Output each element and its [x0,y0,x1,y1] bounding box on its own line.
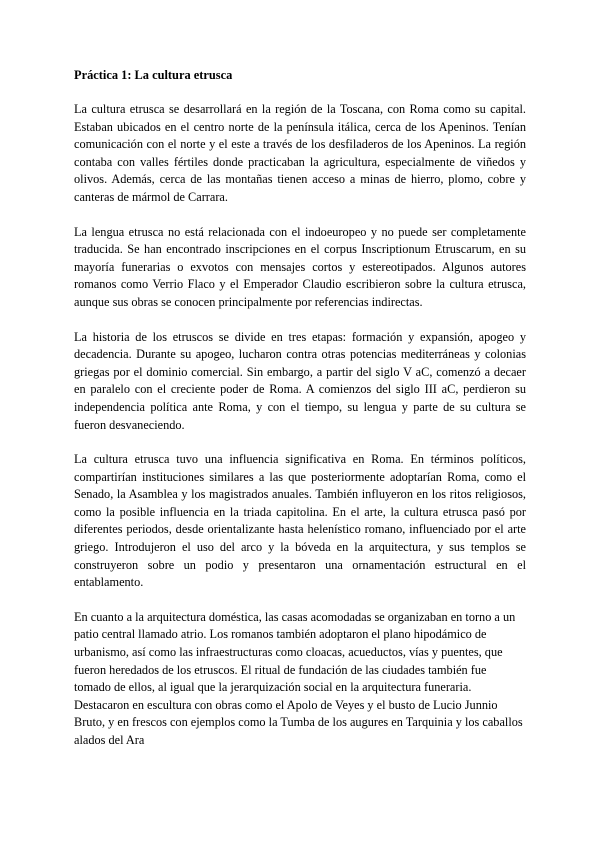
paragraph-influence: La cultura etrusca tuvo una influencia significativa en Roma. En términos políticos, compartirían instituciones similares a las que posteriormente adoptarían Roma, como el Senado, la Asamblea y los magistrados anuales. También influyeron en los ritos religiosos, como la posible influencia en la triada capitolina. En el arte, la cultura etrusca pasó por diferentes periodos, desde orientalizante hasta helenístico romano, influenciado por el arte griego. Introdujeron el uso del arco y la bóveda en la arquitectura, y sus templos se construyeron sobre un podio y presentaron una ornamentación estructural en el entablamento. [74,452,526,590]
paragraph-language: La lengua etrusca no está relacionada con el indoeuropeo y no puede ser completamente traducida. Se han encontrado inscripciones en el corpus Inscriptionum Etruscarum, en su mayoría funerarias o exvotos con mensajes cortos y estereotipados. Algunos autores romanos como Verrio Flaco y el Emperador Claudio escribieron sobre la cultura etrusca, aunque sus obras se conocen principalmente por referencias indirectas. [74,224,526,309]
document-title: Práctica 1: La cultura etrusca [74,68,233,82]
paragraph-geography: La cultura etrusca se desarrollará en la región de la Toscana, con Roma como su capital. Estaban ubicados en el centro norte de la península itálica, cerca de los Apeninos. Tenían comunicación con el norte y el este a través de los desfiladeros de los Apeninos. La región contaba con valles fértiles donde practicaban la agricultura, especialmente de viñedos y olivos. Además, cerca de las montañas tienen acceso a minas de hierro, plomo, cobre y canteras de mármol de Carrara. [74,102,526,204]
paragraph-history: La historia de los etruscos se divide en tres etapas: formación y expansión, apogeo y decadencia. Durante su apogeo, lucharon contra otras potencias mediterráneas y colonias griegas por el dominio comercial. Sin embargo, a partir del siglo V aC, comenzó a decaer en paralelo con el creciente poder de Roma. A comienzos del siglo III aC, perdieron su independencia política ante Roma, y con el tiempo, su lengua y parte de su cultura se fueron desvaneciendo. [74,329,526,432]
paragraph-architecture: En cuanto a la arquitectura doméstica, las casas acomodadas se organizaban en torno a un patio central llamado atrio. Los romanos también adoptaron el plano hipodámico de urbanismo, así como las infraestructuras como cloacas, acueductos, vías y puentes, que fueron heredados de los etruscos. El ritual de fundación de las ciudades también fue tomado de ellos, al igual que la jerarquización social en la arquitectura funeraria. Destacaron en escultura con obras como el Apolo de Veyes y el busto de Lucio Junnio Bruto, y en frescos con ejemplos como la Tumba de los augures en Tarquinia y los caballos alados del Ara [74,609,523,747]
